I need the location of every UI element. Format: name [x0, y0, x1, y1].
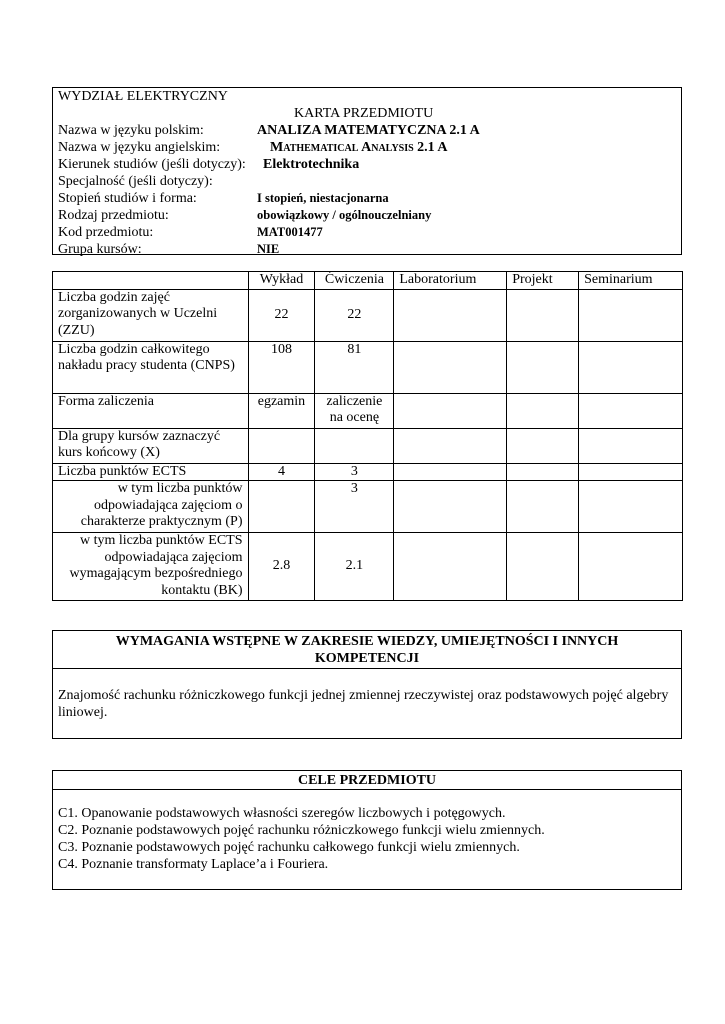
cell	[507, 463, 579, 481]
cell	[315, 428, 394, 463]
header-row-course-group	[58, 241, 676, 258]
requirements-title: WYMAGANIA WSTĘPNE W ZAKRESIE WIEDZY, UMIEJĘTNOŚCI I INNYCH KOMPETENCJI	[52, 630, 682, 669]
cell	[248, 428, 315, 463]
header-row-english-name	[58, 139, 676, 156]
cell	[394, 481, 507, 533]
cell: 22	[315, 289, 394, 341]
cell	[579, 533, 683, 601]
course-header	[52, 87, 682, 255]
cell: zaliczenie na ocenę	[315, 393, 394, 428]
cell: 3	[315, 463, 394, 481]
requirements-body: Znajomość rachunku różniczkowego funkcji jednej zmiennej rzeczywistej oraz podstawowych pojęć algebry liniowej.	[52, 669, 682, 739]
cell	[394, 428, 507, 463]
header-row-polish-name	[58, 122, 676, 139]
hours-table	[52, 271, 683, 601]
cell	[579, 463, 683, 481]
objective-item: C4. Poznanie transformaty Laplace’a i Fouriera.	[58, 857, 329, 872]
header-label: Specjalność (jeśli dotyczy):	[58, 174, 213, 189]
cell	[507, 533, 579, 601]
cell: 4	[248, 463, 315, 481]
cell	[394, 289, 507, 341]
header-label: Grupa kursów:	[58, 242, 142, 257]
row-label: Dla grupy kursów zaznaczyć kurs końcowy (X)	[53, 428, 249, 463]
objectives-body	[52, 790, 682, 890]
cell: 2.1	[315, 533, 394, 601]
cell	[507, 428, 579, 463]
cell: egzamin	[248, 393, 315, 428]
cell	[394, 533, 507, 601]
header-value: MAT001477	[257, 225, 323, 239]
faculty-row	[58, 88, 676, 105]
table-row	[53, 463, 683, 481]
cell: 22	[248, 289, 315, 341]
row-label: Forma zaliczenia	[53, 393, 249, 428]
header-label: Kierunek studiów (jeśli dotyczy):	[58, 157, 246, 172]
table-row	[53, 481, 683, 533]
cell	[507, 481, 579, 533]
column-header: Ćwiczenia	[315, 272, 394, 290]
table-corner-cell	[53, 272, 249, 290]
table-row	[53, 533, 683, 601]
header-row-specialty	[58, 173, 676, 190]
header-row-field	[58, 156, 676, 173]
card-title-row	[58, 105, 676, 122]
cell	[579, 428, 683, 463]
header-label: Nazwa w języku angielskim:	[58, 140, 221, 155]
table-row	[53, 341, 683, 393]
cell: 2.8	[248, 533, 315, 601]
cell: 81	[315, 341, 394, 393]
table-row	[53, 393, 683, 428]
cell: 108	[248, 341, 315, 393]
cell	[579, 481, 683, 533]
objective-item: C1. Opanowanie podstawowych własności szeregów liczbowych i potęgowych.	[58, 806, 506, 821]
header-row-type	[58, 207, 676, 224]
header-label: Nazwa w języku polskim:	[58, 123, 204, 138]
row-label: Liczba godzin całkowitego nakładu pracy studenta (CNPS)	[53, 341, 249, 393]
column-header: Wykład	[248, 272, 315, 290]
cell	[507, 341, 579, 393]
header-label: Kod przedmiotu:	[58, 225, 154, 240]
header-row-code	[58, 224, 676, 241]
row-label: w tym liczba punktów odpowiadająca zajęciom o charakterze praktycznym (P)	[53, 481, 249, 533]
table-header-row	[53, 272, 683, 290]
column-header: Laboratorium	[394, 272, 507, 290]
objectives-title: CELE PRZEDMIOTU	[52, 770, 682, 790]
cell	[507, 289, 579, 341]
header-row-degree	[58, 190, 676, 207]
column-header: Seminarium	[579, 272, 683, 290]
objective-item: C3. Poznanie podstawowych pojęć rachunku całkowego funkcji wielu zmiennych.	[58, 840, 520, 855]
faculty-name: WYDZIAŁ ELEKTRYCZNY	[58, 89, 228, 104]
table-row	[53, 289, 683, 341]
header-label: Rodzaj przedmiotu:	[58, 208, 169, 223]
cell	[248, 481, 315, 533]
table-row	[53, 428, 683, 463]
cell	[507, 393, 579, 428]
cell	[394, 393, 507, 428]
cell	[394, 463, 507, 481]
cell	[579, 289, 683, 341]
cell	[579, 393, 683, 428]
objective-item: C2. Poznanie podstawowych pojęć rachunku różniczkowego funkcji wielu zmiennych.	[58, 823, 545, 838]
header-value: Elektrotechnika	[263, 157, 360, 172]
header-value: I stopień, niestacjonarna	[257, 191, 389, 205]
row-label: Liczba punktów ECTS	[53, 463, 249, 481]
cell: 3	[315, 481, 394, 533]
header-value: ANALIZA MATEMATYCZNA 2.1 A	[257, 123, 480, 138]
column-header: Projekt	[507, 272, 579, 290]
row-label: w tym liczba punktów ECTS odpowiadająca zajęciom wymagającym bezpośredniego kontaktu (BK)	[53, 533, 249, 601]
card-title: KARTA PRZEDMIOTU	[294, 106, 434, 121]
header-label: Stopień studiów i forma:	[58, 191, 197, 206]
cell	[394, 341, 507, 393]
header-value: Mathematical Analysis 2.1 A	[270, 140, 448, 155]
header-value: NIE	[257, 242, 280, 256]
cell	[579, 341, 683, 393]
row-label: Liczba godzin zajęć zorganizowanych w Uczelni (ZZU)	[53, 289, 249, 341]
header-value: obowiązkowy / ogólnouczelniany	[257, 208, 432, 222]
